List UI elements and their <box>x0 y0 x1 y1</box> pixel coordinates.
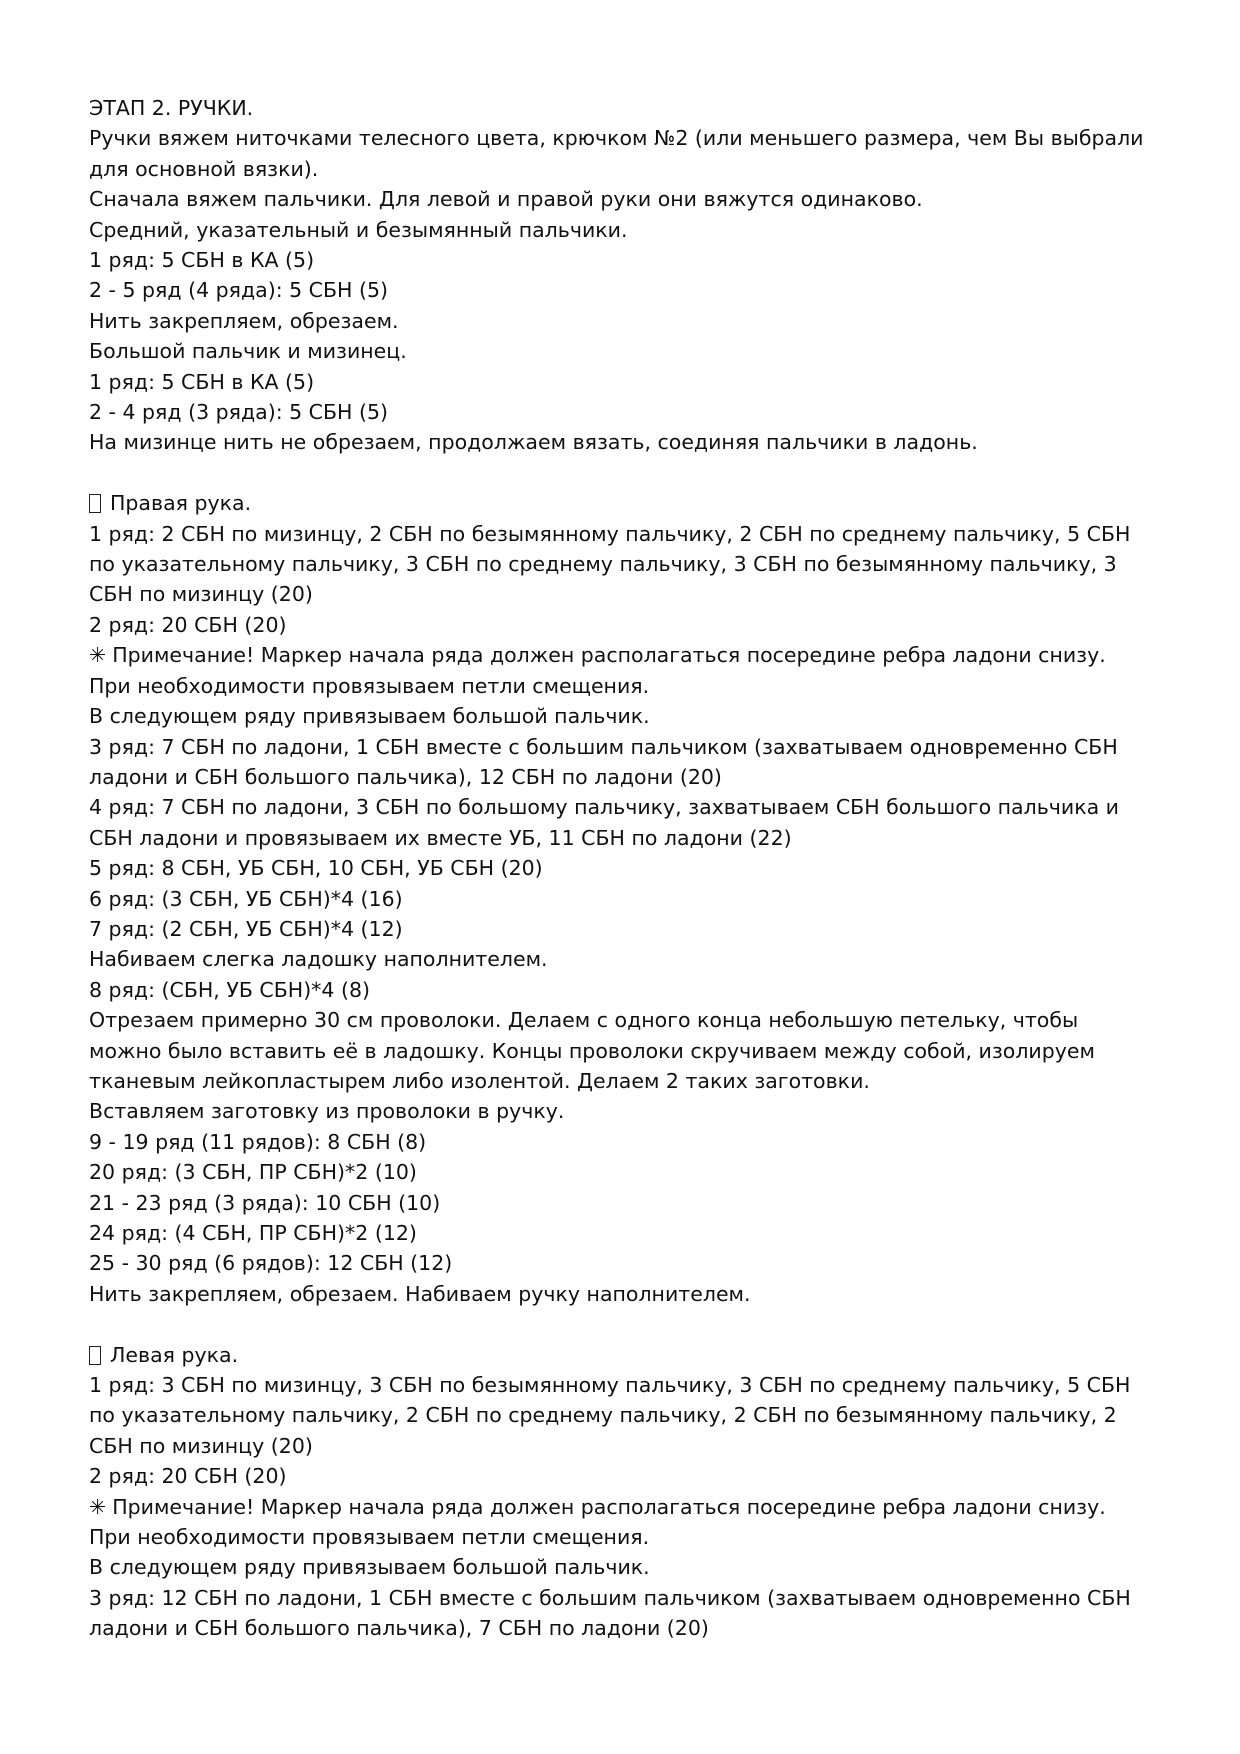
right-hand-note-text: Примечание! Маркер начала ряда должен располагаться посередине ребра ладони снизу. <box>112 643 1106 668</box>
left-hand-line: 2 ряд: 20 СБН (20) <box>89 1464 287 1489</box>
right-hand-line: 24 ряд: (4 СБН, ПР СБН)*2 (12) <box>89 1221 417 1246</box>
right-hand-line: В следующем ряду привязываем большой пальчик. <box>89 704 650 729</box>
intro-line: Ручки вяжем ниточками телесного цвета, крючком №2 (или меньшего размера, чем Вы выбрали <box>89 126 1144 151</box>
right-hand-line: тканевым лейкопластырем либо изолентой. Делаем 2 таких заготовки. <box>89 1068 870 1093</box>
blank-line <box>89 458 1169 488</box>
asterisk-note-icon: ✳ <box>89 1494 107 1519</box>
intro-line: Большой пальчик и мизинец. <box>89 339 407 364</box>
left-hand-note-text: Примечание! Маркер начала ряда должен располагаться посередине ребра ладони снизу. <box>112 1494 1106 1519</box>
intro-line: На мизинце нить не обрезаем, продолжаем вязать, соединяя пальчики в ладонь. <box>89 430 978 455</box>
intro-line: Сначала вяжем пальчики. Для левой и правой руки они вяжутся одинаково. <box>89 187 923 212</box>
missing-glyph-box-icon <box>89 1346 101 1365</box>
stage-title: ЭТАП 2. РУЧКИ. <box>89 96 254 120</box>
right-hand-heading-text: Правая рука. <box>110 491 252 516</box>
right-hand-line: по указательному пальчику, 3 СБН по среднему пальчику, 3 СБН по безымянному пальчику, 3 <box>89 552 1117 577</box>
left-hand-heading <box>89 1340 1169 1370</box>
right-hand-heading <box>89 488 1169 518</box>
right-hand-line: 5 ряд: 8 СБН, УБ СБН, 10 СБН, УБ СБН (20) <box>89 856 543 881</box>
intro-line: Средний, указательный и безымянный пальчики. <box>89 217 628 242</box>
intro-line: 2 - 4 ряд (3 ряда): 5 СБН (5) <box>89 400 389 425</box>
right-hand-line: 8 ряд: (СБН, УБ СБН)*4 (8) <box>89 977 371 1002</box>
right-hand-line: 20 ряд: (3 СБН, ПР СБН)*2 (10) <box>89 1160 417 1185</box>
right-hand-line: 25 - 30 ряд (6 рядов): 12 СБН (12) <box>89 1251 453 1276</box>
intro-line: 2 - 5 ряд (4 ряда): 5 СБН (5) <box>89 278 389 303</box>
left-hand-note <box>89 1492 1169 1522</box>
right-hand-line: 6 ряд: (3 СБН, УБ СБН)*4 (16) <box>89 886 403 911</box>
document-page <box>89 93 1169 1644</box>
right-hand-line: Вставляем заготовку из проволоки в ручку. <box>89 1099 565 1124</box>
right-hand-line: 21 - 23 ряд (3 ряда): 10 СБН (10) <box>89 1190 441 1215</box>
left-hand-line: 1 ряд: 3 СБН по мизинцу, 3 СБН по безымянному пальчику, 3 СБН по среднему пальчику, 5 СБН <box>89 1373 1131 1398</box>
left-hand-line: При необходимости провязываем петли смещения. <box>89 1525 650 1550</box>
right-hand-note <box>89 640 1169 670</box>
left-hand-line: ладони и СБН большого пальчика), 7 СБН по ладони (20) <box>89 1616 709 1641</box>
blank-line <box>89 1309 1169 1339</box>
intro-line: Нить закрепляем, обрезаем. <box>89 308 399 333</box>
right-hand-line: 3 ряд: 7 СБН по ладони, 1 СБН вместе с большим пальчиком (захватываем одновременно СБН <box>89 734 1118 759</box>
right-hand-line: 7 ряд: (2 СБН, УБ СБН)*4 (12) <box>89 916 403 941</box>
right-hand-line: 2 ряд: 20 СБН (20) <box>89 612 287 637</box>
intro-line: для основной вязки). <box>89 156 319 181</box>
asterisk-note-icon: ✳ <box>89 643 107 668</box>
right-hand-line: Набиваем слегка ладошку наполнителем. <box>89 947 548 972</box>
right-hand-line: СБН по мизинцу (20) <box>89 582 313 607</box>
right-hand-line: Отрезаем примерно 30 см проволоки. Делаем с одного конца небольшую петельку, чтобы <box>89 1008 1079 1033</box>
left-hand-heading-text: Левая рука. <box>110 1342 239 1367</box>
right-hand-line: 9 - 19 ряд (11 рядов): 8 СБН (8) <box>89 1129 427 1154</box>
left-hand-line: СБН по мизинцу (20) <box>89 1433 313 1458</box>
right-hand-line: Нить закрепляем, обрезаем. Набиваем ручку наполнителем. <box>89 1281 751 1306</box>
intro-line: 1 ряд: 5 СБН в КА (5) <box>89 369 315 394</box>
left-hand-line: 3 ряд: 12 СБН по ладони, 1 СБН вместе с большим пальчиком (захватываем одновременно СБН <box>89 1585 1131 1610</box>
right-hand-line: можно было вставить её в ладошку. Концы проволоки скручиваем между собой, изолируем <box>89 1038 1095 1063</box>
right-hand-line: ладони и СБН большого пальчика), 12 СБН по ладони (20) <box>89 764 722 789</box>
left-hand-line: по указательному пальчику, 2 СБН по среднему пальчику, 2 СБН по безымянному пальчику, 2 <box>89 1403 1117 1428</box>
right-hand-line: 1 ряд: 2 СБН по мизинцу, 2 СБН по безымянному пальчику, 2 СБН по среднему пальчику, 5 СБН <box>89 521 1131 546</box>
intro-line: 1 ряд: 5 СБН в КА (5) <box>89 248 315 273</box>
missing-glyph-box-icon <box>89 494 101 513</box>
right-hand-line: 4 ряд: 7 СБН по ладони, 3 СБН по большому пальчику, захватываем СБН большого пальчика и <box>89 795 1119 820</box>
left-hand-line: В следующем ряду привязываем большой пальчик. <box>89 1555 650 1580</box>
right-hand-line: При необходимости провязываем петли смещения. <box>89 673 650 698</box>
right-hand-line: СБН ладони и провязываем их вместе УБ, 11 СБН по ладони (22) <box>89 825 792 850</box>
